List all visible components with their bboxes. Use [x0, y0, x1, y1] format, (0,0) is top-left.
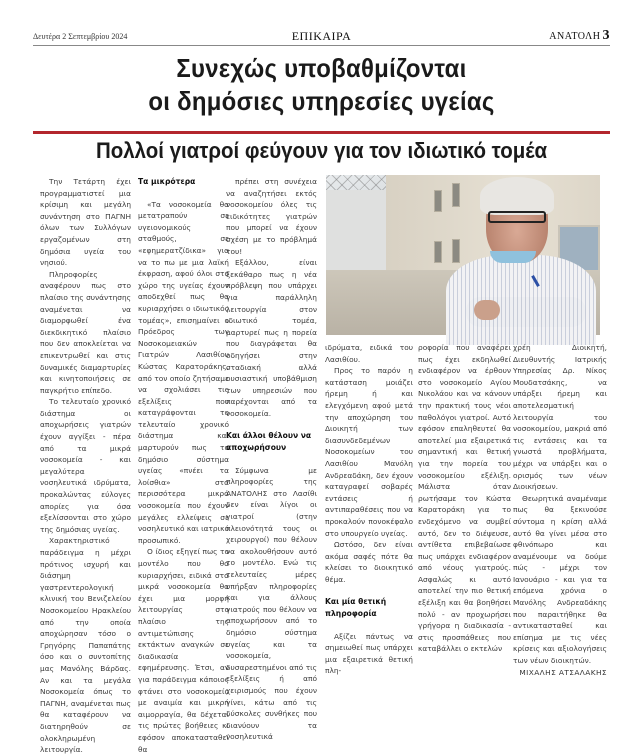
paragraph: «Τα νοσοκομεία θα μετατραπούν σε υγειονομικούς σταθμούς, σε «εφημερατζίδικα» για να το πω με μια λαϊκή έκφραση, αφού όλοι στο χώρο της υγείας έχουν αποδεχθεί πως θα κυριαρχήσει ο ιδιωτικός τομέας», επισημαίνει ο Πρόεδρος των Νοσοκομειακών Γιατρών Λασιθίου Κώστας Καρατοράκης, από τον οποίο ζητήσαμε να σχολιάσει τις εξελίξεις που καταγράφονται το τελευταίο χρονικό διάστημα και μαρτυρούν πως το δημόσιο σύστημα υγείας «πνέει τα λοίσθια» στα περισσότερα μικρά νοσοκομεία που έχουν μεγάλες ελλείψεις σε νοσηλευτικό και ιατρικό προσωπικό.: [138, 199, 229, 545]
photo-window: [434, 190, 442, 212]
article-headline: [56, 52, 587, 118]
headline-line-1: Συνεχώς υποβαθμίζονται: [176, 53, 467, 83]
photo-person-hair: [480, 177, 554, 215]
paragraph: Προς το παρόν η κατάσταση μοιάζει ήρεμη ή και ελεγχόμενη αφού μετά την αποχώρηση του Διοικητή των διασυνδεδεμένων Νοσοκομείων του Λασιθίου Μανόλη Ανδρεαδάκη, δεν έχουν καταγραφεί σοβαρές εντάσεις ή αντιπαραθέσεις που να προκαλούν πονοκέφαλο στο υπουργείο υγείας.: [325, 366, 413, 538]
photo-person-hand: [474, 300, 500, 320]
paragraph: Το τελευταίο χρονικό διάστημα οι αποχωρήσεις γιατρών έχουν αγγίξει - πέρα από τα μικρά νοσοκομεία - και μεγαλύτερα νοσηλευτικά ιδρύματα, προκαλώντας εύλογες απορίες για όσα εξελίσσονται στο χώρο της δημόσιας υγείας.: [40, 397, 131, 534]
article-subheadline: Πολλοί γιατροί φεύγουν για τον ιδιωτικό τομέα: [95, 138, 548, 163]
photo-window: [452, 239, 460, 263]
article-column-4: [325, 342, 413, 676]
article-column-5: [418, 342, 511, 654]
article-byline: ΜΙΧΑΛΗΣ ΑΤΣΑΛΑΚΗΣ: [519, 667, 607, 677]
paragraph: Αξίζει πάντως να σημειωθεί πως υπάρχει μια εξαιρετικά θετική πλη-: [325, 631, 413, 676]
section-name: ΕΠΙΚΑΙΡΑ: [291, 29, 352, 43]
photo-person-glasses: [488, 211, 546, 223]
headline-line-2: οι δημόσιες υπηρεσίες υγείας: [148, 86, 495, 116]
article-photo: [326, 175, 600, 335]
paragraph: Σύμφωνα με πληροφορίες της ΑΝΑΤΟΛΗΣ στο Λασίθι δεν είναι λίγοι οι γιατροί (στην πλειονότητά τους οι χειρουργοί) που θέλουν να ακολουθήσουν αυτό το μοντέλο. Ενώ τις τελευταίες μέρες υπήρξαν πληροφορίες και για άλλους γιατρούς που θέλουν να αποχωρήσουν από το δημόσιο σύστημα υγείας και τα νοσοκομεία, δυσαρεστημένοι από τις εξελίξεις ή από χειρισμούς που έχουν γίνει, κάτω από τις δύσκολες συνθήκες που διανύουν τα νοσηλευτικά: [226, 465, 317, 742]
headline-divider: [33, 131, 610, 134]
paragraph: Πληροφορίες αναφέρουν πως στο πλαίσιο της συνάντησης αναμένεται να διαμορφωθεί ένα διεκδικητικό πλαίσιο που δεν αποκλείεται να επικεντρωθεί και στις δυναμικές διαμαρτυρίες και κινητοποιήσεις σε παγκρήτιο επίπεδο.: [40, 269, 132, 395]
publication-name: [549, 28, 610, 44]
section-subheading: Και άλλοι θέλουν να αποχωρήσουν: [226, 431, 312, 453]
paragraph: Χαρακτηριστικό παράδειγμα η μέχρι πρότινος ισχυρή και διάσημη γαστρεντερολογική κλινική του Βενιζελείου Νοσοκομείου Ηρακλείου από την οποία αποχώρησαν τόσο ο Γρηγόρης Παπαπάτης όσο και ο συντοπίτης μας Μανόλης Βάρδας. Αν και τα μεγάλα Νοσοκομεία όπως το ΠΑΓΝΗ, αναμένεται πως θα καταφέρουν να διατηρηθούν σε ολοκληρωμένη λειτουργία.: [40, 536, 131, 755]
page-masthead: [33, 28, 610, 46]
issue-date: Δευτέρα 2 Σεπτεμβρίου 2024: [33, 32, 128, 41]
paragraph: Ωστόσο, δεν είναι ακόμα σαφές πότε θα κλείσει το διοικητικό θέμα.: [325, 540, 413, 584]
publication-title: ΑΝΑΤΟΛΗ: [549, 31, 601, 42]
article-column-6: [513, 342, 607, 677]
section-subheading: Τα μικρότερα: [138, 177, 196, 186]
article-column-1: [40, 176, 132, 755]
paragraph: πρέπει στη συνέχεια να αναζητήσει εκτός νοσοκομείου όλες τις ειδικότητες γιατρών που μπορεί να έχουν σχέση με το πρόβλημά του!: [226, 177, 317, 256]
paragraph: ιδρύματα, ειδικά του Λασιθίου.: [325, 343, 413, 364]
paragraph: Θεωρητικά αναμέναμε πως θα ξεκινούσε σύντομα η κρίση αλλά αυτό θα γίνει μέσα στο φθινόπωρο και αναμένουμε να δούμε πώς - μέχρι τον Ιανουάριο - και για τα επόμενα χρόνια ο Μανόλης Ανδρεαδάκης που παραιτήθηκε θα αντικατασταθεί και επίσημα με τις νέες κρίσεις και αξιολογήσεις των νέων διοικητών.: [513, 493, 607, 666]
paragraph: Την Τετάρτη έχει προγραμματιστεί μια κρίσιμη και μεγάλη συνάντηση στο ΠΑΓΝΗ όλων των Συλλόγων εργαζομένων στη δημόσια υγεία του νησιού.: [40, 177, 131, 268]
paragraph: Ο ίδιος εξηγεί πως το μοντέλο που θα κυριαρχήσει, ειδικά στα μικρά νοσοκομεία θα έχει μια μορφή λειτουργίας στο πλαίσιο της αντιμετώπισης εκτάκτων αναγκών σε διαδικασία εφημέρευσης. Έτσι, αν για παράδειγμα κάποιος φτάνει στο νοσοκομείο με αναιμία και μικρή αιμορραγία, θα δέχεται τις πρώτες βοήθειες κι εφόσον αποκατασταθεί θα: [138, 547, 229, 754]
photo-window: [434, 241, 442, 263]
paragraph: ροφορία που αναφέρει πως έχει εκδηλωθεί ενδιαφέρον να έρθουν στο νοσοκομείο Αγίου Νικολάου και να κάνουν την πρακτική τους νέοι παθολόγοι γιατροί. Αυτό εφόσον επαληθευτεί θα αποτελεί μια εξαιρετικά σημαντική και θετική για την πορεία του νοσοκομείου εξέλιξη. Μάλιστα όταν ρωτήσαμε τον Κώστα Καρατοράκη για το ενδεχόμενο να συμβεί αυτό, δεν το διέψευσε, αντίθετα επιβεβαίωσε πως υπάρχει ενδιαφέρον από νέους γιατρούς. Ασφαλώς κι αυτό αποτελεί την πιο θετική εξέλιξη και θα βοηθήσει πολύ - αν προχωρήσει γρήγορα η διαδικασία - στις προσπάθειες που καταβάλλει ο εκτελών: [418, 343, 511, 654]
section-subheading: Και μία θετική πληροφορία: [325, 597, 387, 619]
photo-person-mask: [490, 251, 536, 263]
paragraph: χρέη Διοικητή, Διευθυντής Ιατρικής Υπηρεσίας Δρ. Νίκος Μουδατσάκης, να υπάρξει ήρεμη και αποτελεσματική λειτουργία του νοσοκομείου, μακριά από τις εντάσεις και τα γνωστά προβλήματα, μέχρι να υπάρξει και ο ορισμός των νέων Διοικήσεων.: [513, 343, 607, 492]
paragraph: Εξάλλου, είναι ξεκάθαρο πως η νέα πρόβλεψη που υπάρχει για παράλληλη λειτουργία στον ιδιωτικό τομέα, μαρτυρεί πως η πορεία που διαγράφεται θα οδηγήσει στην σταδιακή αλλά ουσιαστική υποβάθμιση των υπηρεσιών που παρέχονται από τα νοσοκομεία.: [226, 258, 317, 418]
article-column-3: [226, 176, 317, 742]
article-column-2: [138, 176, 229, 754]
photo-window: [452, 183, 460, 207]
page-number: 3: [602, 28, 610, 43]
